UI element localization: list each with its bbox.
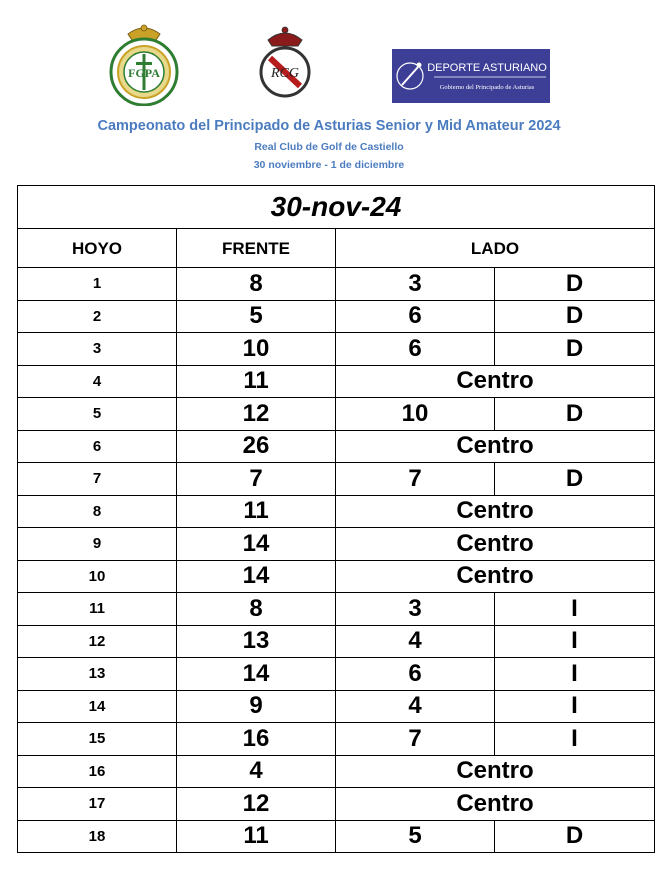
hole-number: 4 <box>18 365 177 398</box>
side-direction: D <box>495 333 655 366</box>
front-distance: 11 <box>177 365 336 398</box>
front-distance: 14 <box>177 528 336 561</box>
table-row <box>18 820 655 853</box>
table-row <box>18 690 655 723</box>
side-direction: I <box>495 690 655 723</box>
hole-number: 13 <box>18 658 177 691</box>
side-distance: 3 <box>336 268 495 301</box>
side-position: Centro <box>336 495 655 528</box>
side-direction: D <box>495 820 655 853</box>
hole-number: 5 <box>18 398 177 431</box>
side-distance: 6 <box>336 658 495 691</box>
side-distance: 4 <box>336 690 495 723</box>
hole-number: 7 <box>18 463 177 496</box>
front-distance: 7 <box>177 463 336 496</box>
deporte-asturiano-logo <box>392 49 550 103</box>
hole-number: 10 <box>18 560 177 593</box>
side-position: Centro <box>336 755 655 788</box>
table-row <box>18 430 655 463</box>
front-distance: 12 <box>177 398 336 431</box>
hole-number: 16 <box>18 755 177 788</box>
front-distance: 12 <box>177 788 336 821</box>
col-header-lado: LADO <box>336 229 655 268</box>
table-row <box>18 333 655 366</box>
side-direction: I <box>495 658 655 691</box>
hole-number: 15 <box>18 723 177 756</box>
front-distance: 16 <box>177 723 336 756</box>
table-body <box>18 268 655 853</box>
side-position: Centro <box>336 560 655 593</box>
event-dates: 30 noviembre - 1 de diciembre <box>253 159 405 171</box>
table-row <box>18 788 655 821</box>
side-distance: 3 <box>336 593 495 626</box>
col-header-frente: FRENTE <box>177 229 336 268</box>
deporte-title: DEPORTE ASTURIANO <box>427 62 547 74</box>
table-row <box>18 495 655 528</box>
hole-number: 12 <box>18 625 177 658</box>
side-distance: 10 <box>336 398 495 431</box>
hole-number: 2 <box>18 300 177 333</box>
front-distance: 26 <box>177 430 336 463</box>
hole-number: 6 <box>18 430 177 463</box>
side-direction: I <box>495 723 655 756</box>
front-distance: 5 <box>177 300 336 333</box>
hole-number: 11 <box>18 593 177 626</box>
table-row <box>18 658 655 691</box>
side-distance: 6 <box>336 300 495 333</box>
table-row <box>18 723 655 756</box>
side-direction: I <box>495 625 655 658</box>
side-direction: D <box>495 300 655 333</box>
table-row <box>18 593 655 626</box>
table-row <box>18 625 655 658</box>
table-row <box>18 398 655 431</box>
front-distance: 11 <box>177 495 336 528</box>
table-row <box>18 560 655 593</box>
side-direction: D <box>495 463 655 496</box>
side-distance: 4 <box>336 625 495 658</box>
club-name: Real Club de Golf de Castiello <box>254 141 404 153</box>
hole-number: 3 <box>18 333 177 366</box>
side-direction: D <box>495 398 655 431</box>
hole-number: 9 <box>18 528 177 561</box>
table-date: 30-nov-24 <box>18 186 655 229</box>
front-distance: 14 <box>177 560 336 593</box>
side-distance: 7 <box>336 463 495 496</box>
front-distance: 8 <box>177 593 336 626</box>
rcgc-letters: RCG <box>271 66 299 81</box>
front-distance: 4 <box>177 755 336 788</box>
table-row <box>18 755 655 788</box>
table-row <box>18 463 655 496</box>
side-distance: 6 <box>336 333 495 366</box>
side-position: Centro <box>336 430 655 463</box>
col-header-hoyo: HOYO <box>18 229 177 268</box>
pin-positions-table <box>17 185 655 853</box>
hole-number: 1 <box>18 268 177 301</box>
table-row <box>18 528 655 561</box>
side-direction: I <box>495 593 655 626</box>
front-distance: 9 <box>177 690 336 723</box>
side-distance: 5 <box>336 820 495 853</box>
front-distance: 11 <box>177 820 336 853</box>
header-row <box>18 229 655 268</box>
table-row <box>18 365 655 398</box>
table-row <box>18 268 655 301</box>
rcgc-crest-logo <box>258 24 312 100</box>
front-distance: 13 <box>177 625 336 658</box>
fgpa-letters: FGPA <box>128 66 160 80</box>
front-distance: 14 <box>177 658 336 691</box>
side-position: Centro <box>336 528 655 561</box>
deporte-subtitle: Gobierno del Principado de Asturias <box>439 84 535 91</box>
side-position: Centro <box>336 788 655 821</box>
front-distance: 10 <box>177 333 336 366</box>
table-row <box>18 300 655 333</box>
side-position: Centro <box>336 365 655 398</box>
fgpa-crest-logo <box>106 20 182 106</box>
hole-number: 8 <box>18 495 177 528</box>
side-direction: D <box>495 268 655 301</box>
hole-number: 17 <box>18 788 177 821</box>
date-row <box>18 186 655 229</box>
championship-title: Campeonato del Principado de Asturias Senior y Mid Amateur 2024 <box>97 118 561 134</box>
front-distance: 8 <box>177 268 336 301</box>
side-distance: 7 <box>336 723 495 756</box>
hole-number: 14 <box>18 690 177 723</box>
hole-number: 18 <box>18 820 177 853</box>
logos-header <box>0 0 658 115</box>
